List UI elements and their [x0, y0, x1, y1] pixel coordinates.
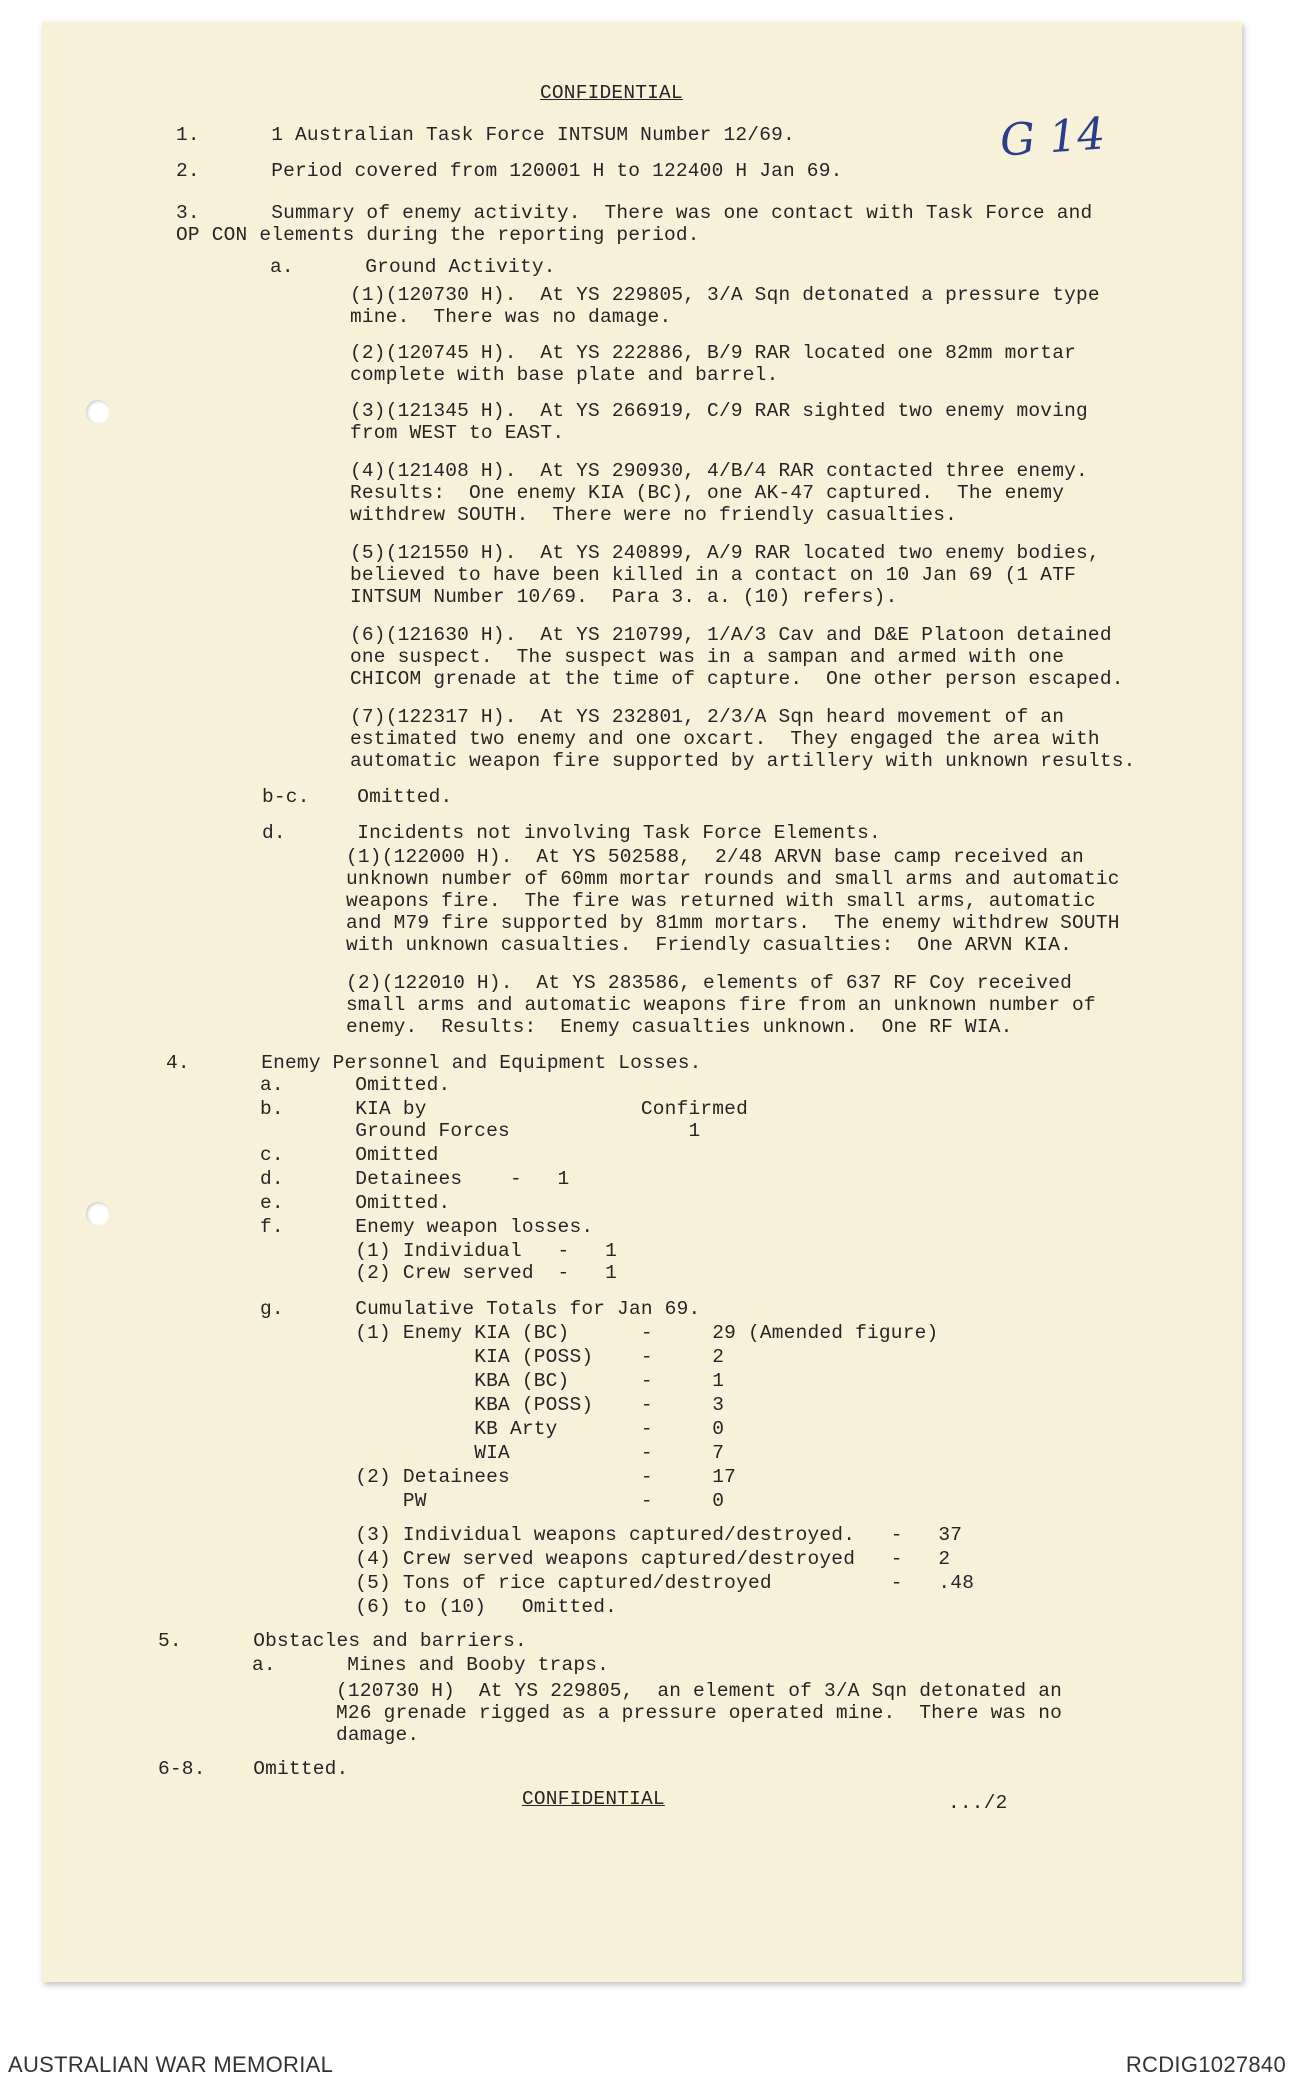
text-line: (6)(121630 H). At YS 210799, 1/A/3 Cav and D&E Platoon detained	[350, 624, 1112, 646]
text-line: Ground Forces 1	[260, 1120, 701, 1142]
text-line: (1)(120730 H). At YS 229805, 3/A Sqn detonated a pressure type	[350, 284, 1100, 306]
text-line: (120730 H) At YS 229805, an element of 3/A Sqn detonated an	[336, 1680, 1063, 1702]
punch-hole-top	[86, 400, 110, 424]
text-line: (2)(122010 H). At YS 283586, elements of 637 RF Coy received	[346, 972, 1073, 994]
text-line: estimated two enemy and one oxcart. They engaged the area with	[350, 728, 1100, 750]
text-line: 1. 1 Australian Task Force INTSUM Number 12/69.	[176, 124, 795, 146]
text-line: (7)(122317 H). At YS 232801, 2/3/A Sqn heard movement of an	[350, 706, 1065, 728]
archive-credit: AUSTRALIAN WAR MEMORIAL	[8, 2052, 334, 2077]
classification-header: CONFIDENTIAL	[540, 82, 683, 104]
text-line: 4. Enemy Personnel and Equipment Losses.	[166, 1052, 702, 1074]
text-line: small arms and automatic weapons fire from an unknown number of	[346, 994, 1096, 1016]
text-line: a. Mines and Booby traps.	[252, 1654, 610, 1676]
text-line: (2) Detainees - 17	[260, 1466, 737, 1488]
page-continuation: .../2	[948, 1792, 1008, 1814]
text-line: withdrew SOUTH. There were no friendly casualties.	[350, 504, 957, 526]
text-line: believed to have been killed in a contact on 10 Jan 69 (1 ATF	[350, 564, 1077, 586]
text-line: PW - 0	[260, 1490, 725, 1512]
text-line: INTSUM Number 10/69. Para 3. a. (10) refers).	[350, 586, 898, 608]
text-line: with unknown casualties. Friendly casualties: One ARVN KIA.	[346, 934, 1073, 956]
text-line: KBA (POSS) - 3	[260, 1394, 725, 1416]
text-line: (3) Individual weapons captured/destroyed. - 37	[260, 1524, 963, 1546]
text-line: (3)(121345 H). At YS 266919, C/9 RAR sighted two enemy moving	[350, 400, 1088, 422]
text-line: e. Omitted.	[260, 1192, 451, 1214]
text-line: mine. There was no damage.	[350, 306, 672, 328]
text-line: d. Detainees - 1	[260, 1168, 570, 1190]
text-line: complete with base plate and barrel.	[350, 364, 779, 386]
text-line: (1) Enemy KIA (BC) - 29 (Amended figure)	[260, 1322, 939, 1344]
handwritten-reference: G 14	[998, 108, 1107, 167]
text-line: one suspect. The suspect was in a sampan and armed with one	[350, 646, 1065, 668]
text-line: (6) to (10) Omitted.	[260, 1596, 618, 1618]
punch-hole-bottom	[86, 1202, 110, 1226]
text-line: (4)(121408 H). At YS 290930, 4/B/4 RAR contacted three enemy.	[350, 460, 1088, 482]
text-line: 2. Period covered from 120001 H to 122400 H Jan 69.	[176, 160, 843, 182]
text-line: (2) Crew served - 1	[260, 1262, 618, 1284]
text-line: automatic weapon fire supported by artillery with unknown results.	[350, 750, 1136, 772]
text-line: b. KIA by Confirmed	[260, 1098, 748, 1120]
text-line: CHICOM grenade at the time of capture. One other person escaped.	[350, 668, 1124, 690]
text-line: b-c. Omitted.	[262, 786, 453, 808]
text-line: g. Cumulative Totals for Jan 69.	[260, 1298, 701, 1320]
text-line: a. Omitted.	[260, 1074, 451, 1096]
text-line: 5. Obstacles and barriers.	[158, 1630, 527, 1652]
text-line: KIA (POSS) - 2	[260, 1346, 725, 1368]
text-line: (4) Crew served weapons captured/destroyed - 2	[260, 1548, 951, 1570]
text-line: (1)(122000 H). At YS 502588, 2/48 ARVN base camp received an	[346, 846, 1084, 868]
text-line: M26 grenade rigged as a pressure operated mine. There was no	[336, 1702, 1063, 1724]
text-line: KB Arty - 0	[260, 1418, 725, 1440]
archive-identifier: RCDIG1027840	[1125, 2052, 1286, 2077]
text-line: Results: One enemy KIA (BC), one AK-47 captured. The enemy	[350, 482, 1065, 504]
text-line: (5)(121550 H). At YS 240899, A/9 RAR located two enemy bodies,	[350, 542, 1100, 564]
text-line: d. Incidents not involving Task Force Elements.	[262, 822, 881, 844]
text-line: (2)(120745 H). At YS 222886, B/9 RAR located one 82mm mortar	[350, 342, 1077, 364]
text-line: weapons fire. The fire was returned with small arms, automatic	[346, 890, 1096, 912]
text-line: (5) Tons of rice captured/destroyed - .48	[260, 1572, 975, 1594]
text-line: and M79 fire supported by 81mm mortars. The enemy withdrew SOUTH	[346, 912, 1120, 934]
text-line: enemy. Results: Enemy casualties unknown. One RF WIA.	[346, 1016, 1013, 1038]
text-line: from WEST to EAST.	[350, 422, 565, 444]
text-line: c. Omitted	[260, 1144, 439, 1166]
text-line: damage.	[336, 1724, 420, 1746]
text-line: 6-8. Omitted.	[158, 1758, 349, 1780]
text-line: 3. Summary of enemy activity. There was one contact with Task Force and	[176, 202, 1093, 224]
text-line: unknown number of 60mm mortar rounds and small arms and automatic	[346, 868, 1120, 890]
text-line: f. Enemy weapon losses.	[260, 1216, 594, 1238]
classification-footer: CONFIDENTIAL	[522, 1788, 665, 1810]
text-line: KBA (BC) - 1	[260, 1370, 725, 1392]
text-line: a. Ground Activity.	[270, 256, 556, 278]
text-line: (1) Individual - 1	[260, 1240, 618, 1262]
text-line: OP CON elements during the reporting period.	[176, 224, 700, 246]
text-line: WIA - 7	[260, 1442, 725, 1464]
